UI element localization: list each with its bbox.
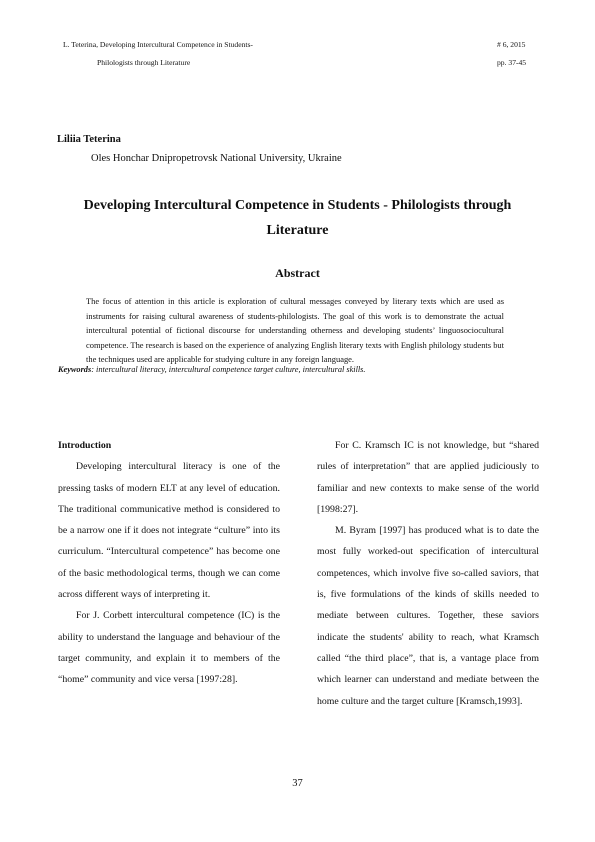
section-heading-introduction: Introduction bbox=[58, 440, 112, 451]
header-citation-line1: L. Teterina, Developing Intercultural Competence in Students- bbox=[63, 40, 253, 49]
header-issue: # 6, 2015 bbox=[497, 40, 526, 49]
paper-title: Developing Intercultural Competence in Students - Philologists through Literature bbox=[83, 198, 512, 238]
keywords-label: Keywords bbox=[58, 365, 92, 374]
header-pages: pp. 37-45 bbox=[497, 58, 527, 67]
header-citation-line2: Philologists through Literature bbox=[97, 58, 191, 67]
body-paragraph: For J. Corbett intercultural competence (IC) is the ability to understand the language and behaviour of the target community, and explain it to members of the “home” community and vice versa [1997:28]. bbox=[58, 610, 280, 686]
body-paragraph: Developing intercultural literacy is one of the pressing tasks of modern ELT at any level of education. The traditional communicative method is considered to be a narrow one if it does not integrate “culture” into its curriculum. “Intercultural competence” has become one of the basic methodological terms, though we can come across different ways of interpreting it. bbox=[58, 461, 280, 601]
body-column-right bbox=[317, 435, 539, 712]
author-name: Liliia Teterina bbox=[57, 134, 121, 145]
author-affiliation: Oles Honchar Dnipropetrovsk National University, Ukraine bbox=[91, 153, 342, 164]
abstract-text: The focus of attention in this article is exploration of cultural messages conveyed by literary texts which are used as instruments for raising cultural awareness of students-philologists. The goal of this work is to demonstrate the actual intercultural potential of fictional discourse for understanding otherness and developing students’ linguosociocultural competence. The research is based on the experience of analyzing English literary texts with English philology students but the techniques used are applicable for studying culture in any foreign language. bbox=[86, 296, 504, 365]
body-paragraph: For C. Kramsch IC is not knowledge, but “shared rules of interpretation” that are applied judiciously to familiar and new contexts to make sense of the world [1998:27]. bbox=[317, 440, 539, 515]
keywords-text: : intercultural literacy, intercultural competence target culture, intercultural skills. bbox=[91, 365, 366, 374]
body-column-left bbox=[58, 435, 280, 691]
keywords bbox=[58, 365, 538, 374]
page-number: 37 bbox=[292, 778, 303, 789]
abstract-heading: Abstract bbox=[275, 266, 320, 280]
body-paragraph: M. Byram [1997] has produced what is to date the most fully worked-out specification of intercultural competences, which involve five so-called saviors, that is, five formulations of the kinds of skills needed to mediate between cultures. Together, these saviors indicate the students' ability to reach, what Kramsch called “the third place”, that is, a vantage place from which learner can understand and mediate between the home culture and the target culture [Kramsch,1993]. bbox=[317, 525, 539, 707]
